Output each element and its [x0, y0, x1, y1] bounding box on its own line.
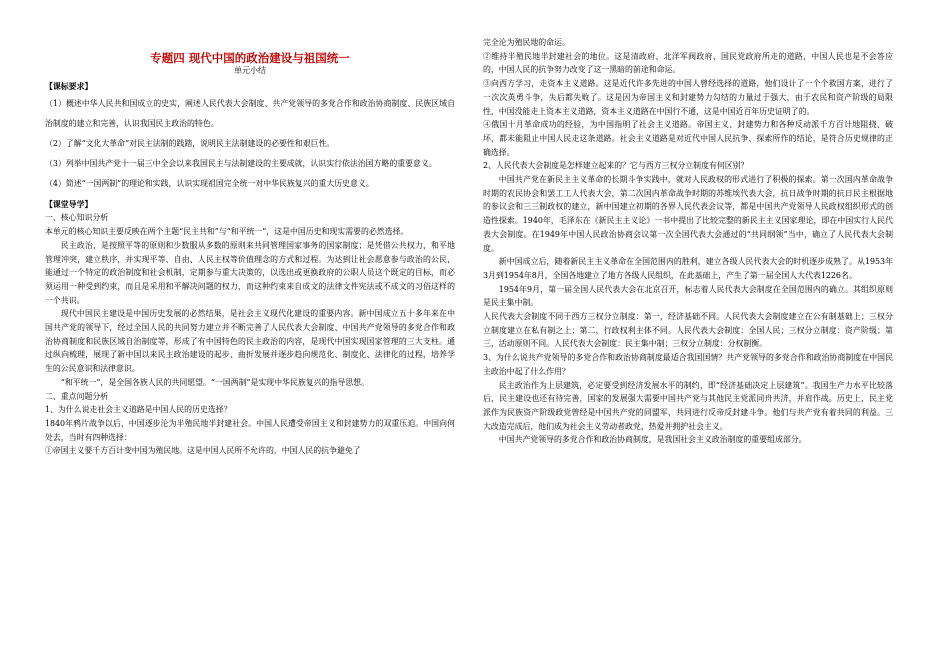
paragraph-intro: 本单元的核心知识主要反映在两个主题“民主共和”与“和平统一”，这是中国历史和现实需要的必然选择。 [45, 227, 409, 237]
requirement-4: （4）简述“一国两制”的理论和实践，认识实现祖国完全统一对中华民族复兴的重大历史意义。 [45, 178, 374, 188]
paragraph-npc-1954: 1954年9月，第一届全国人民代表大会在北京召开，标志着人民代表大会制度在全国范围内的确立。其组织原则是民主集中制。 [483, 284, 893, 308]
paragraph-multiparty: 民主政治作为上层建筑，必定要受到经济发展水平的制约，即“经济基础决定上层建筑”。我国生产力水平比较落后，民主建设也还有待完善，国家的发展强大需要中国共产党与其他民主党派同舟共济，并肩作战。历史上，民主党派作为民族资产阶级政党曾经是中国共产党的同盟军，共同进行反帝反封建斗争。他们与共产党有着共同的利益。三大改造完成后，他们成为社会主义劳动者政党，热爱并拥护社会主义。 [483, 380, 893, 431]
page-subtitle: 单元小结 [234, 66, 266, 75]
question-3: 3、为什么说共产党领导的多党合作和政治协商制度最适合我国国情？共产党领导的多党合作和政治协商制度在中国民主政治中起了什么作用？ [483, 353, 893, 376]
requirement-3: （3）列举中国共产党十一届三中全会以来我国民主与法制建设的主要成就，认识实行依法治国方略的重要意义。 [45, 158, 437, 168]
paragraph-choice-4: ④俄国十月革命成功的经验，为中国指明了社会主义道路。帝国主义、封建势力和各种反动派千方百计地阻挠、破坏，都未能阻止中国人民走这条道路。社会主义道路是对近代中国人民抗争、探索所作的结论，是符合历史规律的正确选择。 [483, 120, 893, 157]
subheading-core-knowledge: 一、核心知识分析 [45, 213, 109, 223]
paragraph-choice-1: ①帝国主义要千方百计变中国为殖民地。这是中国人民所不允许的，中国人民的抗争避免了 [45, 446, 361, 456]
paragraph-choice-2: ②维持半殖民地半封建社会的地位。这是清政府、北洋军阀政府、国民党政府所走的道路，中国人民也是不会答应的，中国人民的抗争努力改变了这一黑暗的前途和命运。 [483, 51, 893, 75]
paragraph-1840: 1840年鸦片战争以后，中国逐步沦为半殖民地半封建社会。中国人民遭受帝国主义和封建势力的双重压迫。中国向何处去，当时有四种选择： [45, 418, 455, 442]
section-heading-guide: 【课堂导学】 [45, 199, 93, 209]
paragraph-democracy: 民主政治，是按照平等的原则和少数服从多数的原则来共同管理国家事务的国家制度；是凭借公共权力，和平地管理冲突，建立秩序，并实现平等、自由、人民主权等价值理念的方式和过程。为达到让社会愿意参与政治的公民，能通过一个特定的政治制度和社会机制，定期参与重大决策的，以选出或更换政府的公职人员这个既定的目标，而必须运用一种受到约束，而且是采用和平解决问题的权力，而这种约束来自成文的法律文件宪法或不成文的习俗这样的一个共识。 [45, 240, 455, 305]
section-heading-requirements: 【课标要求】 [45, 82, 93, 91]
paragraph-npc-vs-separation: 人民代表大会制度不同于西方三权分立制度：第一，经济基础不同。人民代表大会制度建立在公有制基础上；三权分立制度建立在私有制之上；第二，行政权利主体不同。人民代表大会制度：全国人民；三权分立制度：资产阶级；第三，活动原则不同。人民代表大会制度：民主集中制；三权分立制度：分权制衡。 [483, 312, 893, 349]
paragraph-npc-founding: 新中国成立后，随着新民主主义革命在全国范围内的胜利，建立各级人民代表大会的时机逐步成熟了。从1953年3月到1954年8月，全国各地建立了地方各级人民组织，在此基础上，产生了第一届全国人大代表1226名。 [483, 257, 893, 280]
right-column [483, 36, 893, 447]
question-1: 1、为什么说走社会主义道路是中国人民的历史选择？ [45, 405, 232, 415]
requirement-1: （1）概述中华人民共和国成立的史实，阐述人民代表大会制度、共产党领导的多党合作和政治协商制度、民族区域自治制度的建立和完善，认识我国民主政治的特色。 [45, 98, 455, 128]
page-title: 专题四 现代中国的政治建设与祖国统一 [150, 51, 350, 65]
requirement-2: （2）了解“文化大革命”对民主法制的践踏，说明民主法制建设的必要性和艰巨性。 [45, 138, 335, 148]
paragraph-modern-china: 现代中国民主建设是中国历史发展的必然结果，是社会主义现代化建设的重要内容。新中国成立五十多年来在中国共产党的领导下，经过全国人民的共同努力建立并不断完善了人民代表大会制度、中国共产党领导的多党合作和政治协商制度和民族区域自治制度等，形成了有中国特色的民主政治的内容，是现代中国实现国家管理的三大支柱。通过纵向梳理，展现了新中国以来民主政治建设的起步、曲折发展并逐步趋向规范化、制度化、法律化的过程，培养学生的公民意识和法律意识。 [45, 309, 455, 374]
paragraph-npc-origin: 中国共产党在新民主主义革命的长期斗争实践中，就对人民政权的形式进行了积极的探索。第一次国内革命战争时期的农民协会和罢工工人代表大会，第二次国内革命战争时期的苏维埃代表大会，抗日战争时期的抗日民主根据地的参议会和三三制政权的建立，新中国建立初期的各界人民代表会议等，都是中国共产党领导人民政权组织形式的创造性探索。1940年，毛泽东在《新民主主义论》一书中提出了比较完整的新民主主义国家理论，即在中国实行人民代表大会制度。在1949年中国人民政治协商会议第一次全国代表大会通过的“共同纲领”当中，确立了人民代表大会制度。 [483, 175, 893, 253]
paragraph-choice-1-cont: 完全沦为殖民地的命运。 [483, 38, 570, 47]
left-column [45, 80, 455, 458]
subheading-key-issues: 二、重点问题分析 [45, 391, 109, 401]
question-2: 2、人民代表大会制度是怎样建立起来的？它与西方三权分立制度有何区别？ [483, 161, 749, 171]
paragraph-unification: “和平统一”，是全国各族人民的共同愿望。“一国两制”是实现中华民族复兴的指导思想。 [60, 377, 369, 387]
paragraph-multiparty-conclusion: 中国共产党领导的多党合作和政治协商制度，是我国社会主义政治制度的重要组成部分。 [498, 435, 807, 445]
paragraph-choice-3: ③向西方学习，走资本主义道路。这是近代许多先进的中国人曾经选择的道路，他们设计了一个个救国方案，进行了一次次英勇斗争，失后都失败了。这是因为帝国主义和封建势力勾结的力量过于强大，由于农民和资产阶级的局限性，中国没能走上资本主义道路，资本主义道路在中国行不通，这是中国近百年历史证明了的。 [483, 79, 893, 116]
